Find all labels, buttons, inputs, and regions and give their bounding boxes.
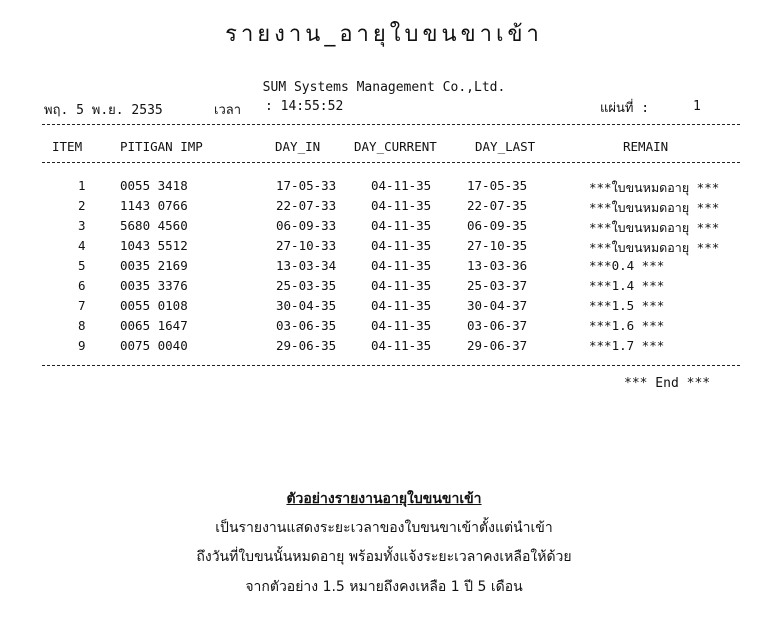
table-row <box>0 298 768 318</box>
cell-item: 1 <box>78 178 86 193</box>
cell-day-current: 04-11-35 <box>371 338 432 353</box>
cell-remain: ***0.4 *** <box>589 258 665 273</box>
cell-day-last: 06-09-35 <box>467 218 528 233</box>
cell-pitigan-imp: 0035 3376 <box>120 278 188 293</box>
cell-day-last: 17-05-35 <box>467 178 528 193</box>
company-name: SUM Systems Management Co.,Ltd. <box>262 80 506 95</box>
page-label: แผ่นที่ : <box>600 101 650 116</box>
cell-item: 2 <box>78 198 86 213</box>
column-header-item: ITEM <box>52 139 83 154</box>
note-title: ตัวอย่างรายงานอายุใบขนขาเข้า <box>286 491 482 507</box>
table-row <box>0 338 768 358</box>
cell-day-in: 22-07-33 <box>276 198 337 213</box>
table-row <box>0 238 768 258</box>
time-label: เวลา <box>214 103 242 118</box>
cell-day-last: 13-03-36 <box>467 258 528 273</box>
cell-remain: ***1.6 *** <box>589 318 665 333</box>
cell-pitigan-imp: 1143 0766 <box>120 198 188 213</box>
cell-remain: ***1.5 *** <box>589 298 665 313</box>
cell-remain: ***ใบขนหมดอายุ *** <box>589 200 720 215</box>
column-header-day-in: DAY_IN <box>275 139 321 154</box>
cell-day-last: 22-07-35 <box>467 198 528 213</box>
note-line-3: จากตัวอย่าง 1.5 หมายถึงคงเหลือ 1 ปี 5 เดือน <box>245 579 523 595</box>
cell-remain: ***ใบขนหมดอายุ *** <box>589 240 720 255</box>
cell-day-in: 30-04-35 <box>276 298 337 313</box>
cell-remain: ***1.7 *** <box>589 338 665 353</box>
cell-pitigan-imp: 0055 3418 <box>120 178 188 193</box>
note-line-2: ถึงวันที่ใบขนนั้นหมดอายุ พร้อมทั้งแจ้งระยะเวลาคงเหลือให้ด้วย <box>196 549 572 565</box>
end-marker: *** End *** <box>624 376 711 391</box>
report-date: พฤ. 5 พ.ย. 2535 <box>44 103 163 118</box>
cell-remain: ***ใบขนหมดอายุ *** <box>589 180 720 195</box>
cell-day-in: 17-05-33 <box>276 178 337 193</box>
cell-item: 8 <box>78 318 86 333</box>
table-row <box>0 178 768 198</box>
cell-item: 9 <box>78 338 86 353</box>
table-row <box>0 198 768 218</box>
cell-remain: ***1.4 *** <box>589 278 665 293</box>
cell-day-current: 04-11-35 <box>371 238 432 253</box>
column-header-pitigan: PITIGAN IMP <box>120 139 203 154</box>
table-row <box>0 218 768 238</box>
cell-day-current: 04-11-35 <box>371 218 432 233</box>
table-row <box>0 278 768 298</box>
column-header-remain: REMAIN <box>623 139 669 154</box>
table-bottom-rule <box>42 365 740 366</box>
cell-item: 7 <box>78 298 86 313</box>
cell-item: 5 <box>78 258 86 273</box>
cell-pitigan-imp: 0035 2169 <box>120 258 188 273</box>
column-header-day-current: DAY_CURRENT <box>354 139 437 154</box>
cell-pitigan-imp: 1043 5512 <box>120 238 188 253</box>
cell-day-last: 29-06-37 <box>467 338 528 353</box>
header-bottom-rule <box>42 162 740 163</box>
cell-day-current: 04-11-35 <box>371 278 432 293</box>
cell-day-in: 13-03-34 <box>276 258 337 273</box>
report-title: รายงาน_อายุใบขนขาเข้า <box>225 22 543 47</box>
table-row <box>0 258 768 278</box>
cell-day-in: 27-10-33 <box>276 238 337 253</box>
cell-day-last: 27-10-35 <box>467 238 528 253</box>
cell-pitigan-imp: 5680 4560 <box>120 218 188 233</box>
cell-day-in: 25-03-35 <box>276 278 337 293</box>
page-number: 1 <box>693 99 701 114</box>
cell-pitigan-imp: 0055 0108 <box>120 298 188 313</box>
cell-item: 3 <box>78 218 86 233</box>
cell-day-in: 06-09-33 <box>276 218 337 233</box>
cell-day-last: 25-03-37 <box>467 278 528 293</box>
cell-day-in: 03-06-35 <box>276 318 337 333</box>
column-header-day-last: DAY_LAST <box>475 139 536 154</box>
cell-pitigan-imp: 0065 1647 <box>120 318 188 333</box>
cell-remain: ***ใบขนหมดอายุ *** <box>589 220 720 235</box>
cell-item: 4 <box>78 238 86 253</box>
header-top-rule <box>42 124 740 125</box>
cell-day-last: 30-04-37 <box>467 298 528 313</box>
time-value: : 14:55:52 <box>265 99 344 114</box>
cell-pitigan-imp: 0075 0040 <box>120 338 188 353</box>
note-line-1: เป็นรายงานแสดงระยะเวลาของใบขนขาเข้าตั้งแต่นำเข้า <box>215 520 553 536</box>
cell-day-last: 03-06-37 <box>467 318 528 333</box>
cell-day-current: 04-11-35 <box>371 178 432 193</box>
cell-item: 6 <box>78 278 86 293</box>
cell-day-current: 04-11-35 <box>371 258 432 273</box>
table-row <box>0 318 768 338</box>
cell-day-current: 04-11-35 <box>371 318 432 333</box>
cell-day-current: 04-11-35 <box>371 198 432 213</box>
cell-day-current: 04-11-35 <box>371 298 432 313</box>
cell-day-in: 29-06-35 <box>276 338 337 353</box>
note-title-wrap <box>0 488 768 510</box>
